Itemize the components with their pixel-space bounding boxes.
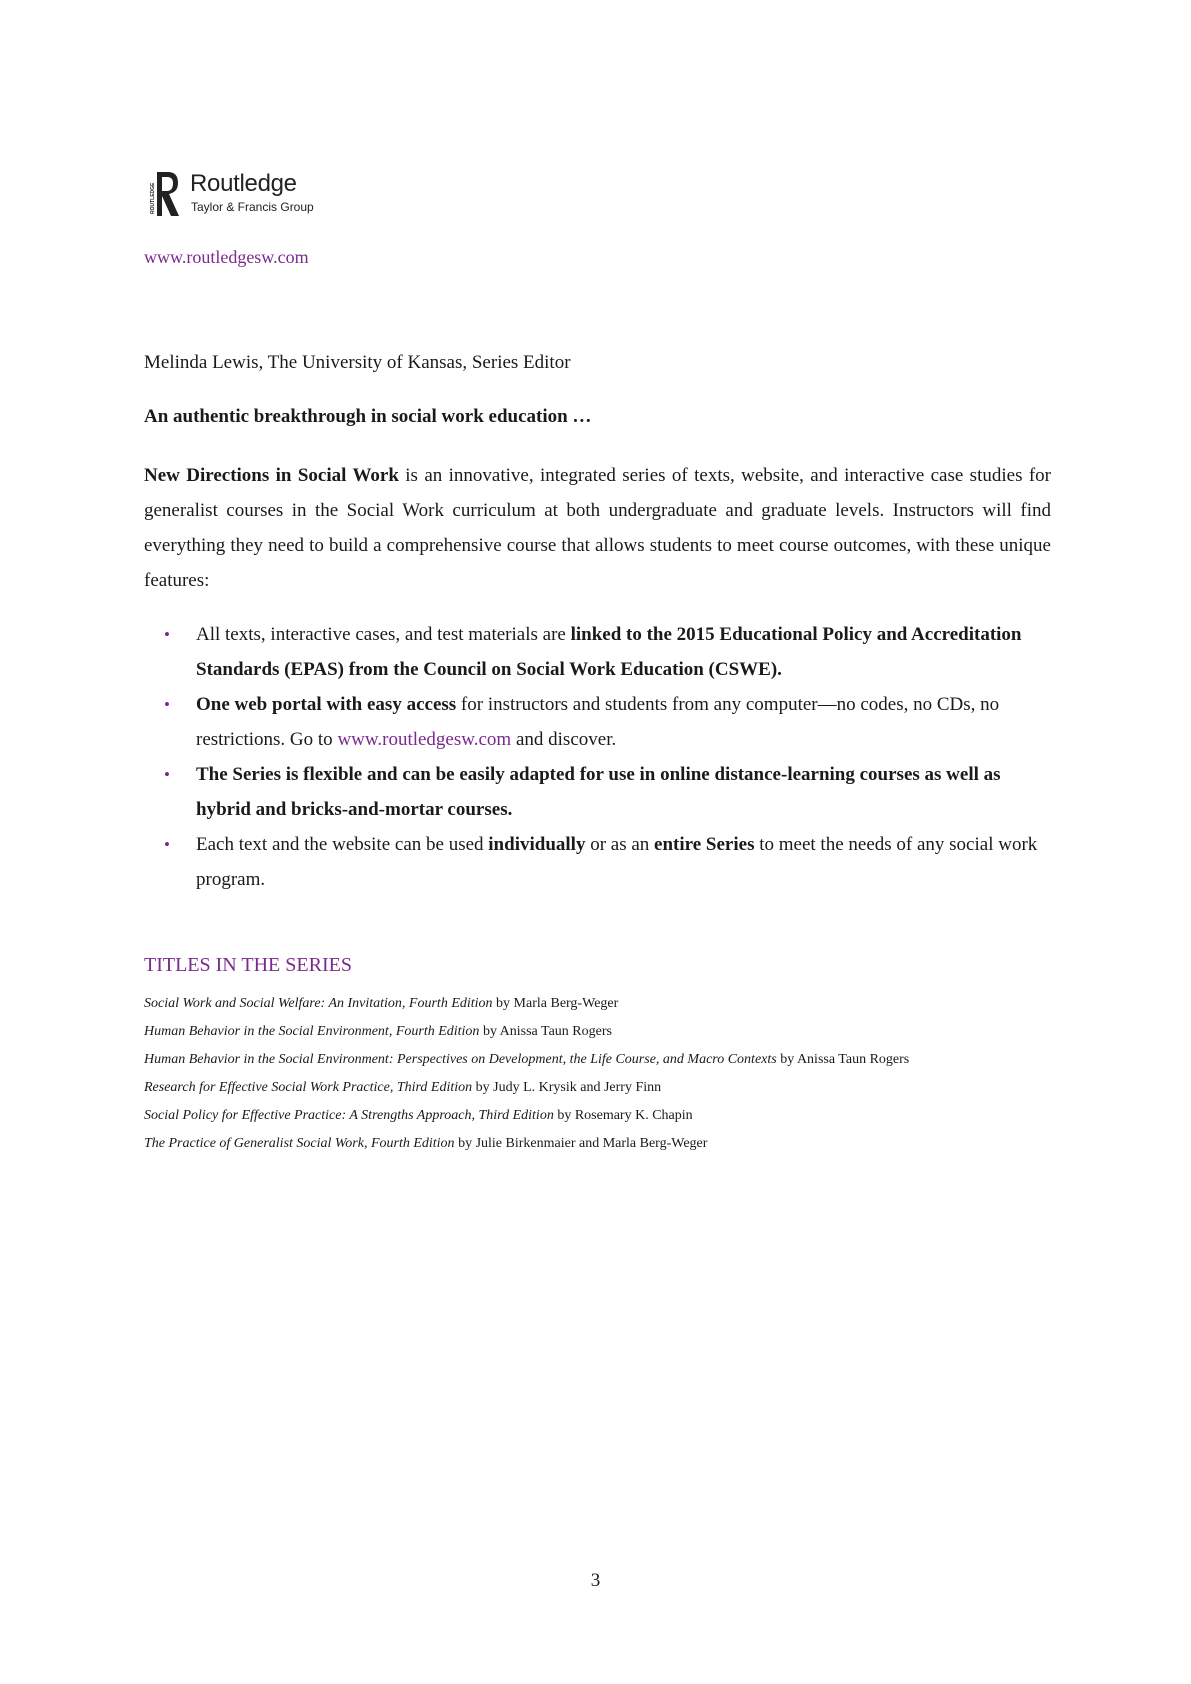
titles-list [144, 990, 909, 1158]
feature-emphasis: The Series is flexible and can be easily adapted for use in online distance-learning courses as well as hybrid and bricks-and-mortar courses. [196, 764, 1001, 820]
feature-text: or as an [585, 834, 655, 855]
feature-text: for instructors and students from any computer—no codes, no CDs, no restrictions. Go to [196, 694, 1000, 750]
feature-text: to meet the needs of any social work program. [196, 834, 1038, 890]
book-author: by Marla Berg-Weger [492, 996, 619, 1011]
book-title: Research for Effective Social Work Practice, Third Edition [144, 1080, 473, 1095]
title-item [144, 1046, 909, 1074]
book-title: Social Policy for Effective Practice: A Strengths Approach, Third Edition [144, 1108, 554, 1123]
routledge-r-icon [148, 168, 182, 220]
bullet-icon: • [164, 625, 170, 644]
feature-emphasis: individually [488, 834, 586, 855]
book-author: by Anissa Taun Rogers [479, 1024, 612, 1039]
feature-item [144, 757, 1051, 827]
titles-heading: TITLES IN THE SERIES [144, 954, 352, 976]
features-list [144, 617, 1051, 897]
book-author: by Judy L. Krysik and Jerry Finn [472, 1080, 662, 1095]
feature-item [144, 687, 1051, 757]
title-item [144, 1130, 909, 1158]
title-item [144, 1102, 909, 1130]
website-inline-link[interactable]: www.routledgesw.com [337, 729, 512, 750]
book-author: by Rosemary K. Chapin [553, 1108, 693, 1123]
website-link[interactable]: www.routledgesw.com [144, 247, 309, 267]
tagline: An authentic breakthrough in social work education … [144, 406, 592, 427]
bullet-icon: • [164, 765, 170, 784]
logo-spine-text: ROUTLEDGE [150, 182, 156, 214]
feature-text: and discover. [511, 729, 617, 750]
feature-emphasis: linked to the 2015 Educational Policy and Accreditation Standards (EPAS) from the Council on Social Work Education (CSWE). [196, 624, 1022, 680]
feature-item [144, 827, 1051, 897]
routledge-logo [148, 168, 328, 220]
series-editor-line: Melinda Lewis, The University of Kansas, Series Editor [144, 352, 571, 373]
book-title: Human Behavior in the Social Environment: Perspectives on Development, the Life Course, and Macro Contexts [144, 1052, 777, 1067]
title-item [144, 990, 909, 1018]
feature-text: All texts, interactive cases, and test materials are [196, 624, 571, 645]
feature-emphasis: One web portal with easy access [196, 694, 457, 715]
feature-text: Each text and the website can be used [196, 834, 489, 855]
title-item [144, 1074, 909, 1102]
book-title: Human Behavior in the Social Environment, Fourth Edition [144, 1024, 480, 1039]
book-author: by Anissa Taun Rogers [776, 1052, 910, 1067]
bullet-icon: • [164, 695, 170, 714]
logo-subtitle: Taylor & Francis Group [191, 200, 314, 214]
book-title: Social Work and Social Welfare: An Invitation, Fourth Edition [144, 996, 493, 1011]
intro-text: is an innovative, integrated series of texts, website, and interactive case studies for generalist courses in the Social Work curriculum at both undergraduate and graduate levels. Instructors will find everything they need to build a comprehensive course that allows students to meet course outcomes, with these unique features: [144, 465, 1051, 591]
series-name: New Directions in Social Work [144, 465, 399, 486]
feature-emphasis: entire Series [654, 834, 755, 855]
title-item [144, 1018, 909, 1046]
book-title: The Practice of Generalist Social Work, Fourth Edition [144, 1136, 455, 1151]
logo-name: Routledge [190, 170, 297, 197]
bullet-icon: • [164, 835, 170, 854]
intro-paragraph [144, 458, 1051, 598]
book-author: by Julie Birkenmaier and Marla Berg-Weger [454, 1136, 708, 1151]
feature-item [144, 617, 1051, 687]
page-number: 3 [590, 1570, 601, 1591]
